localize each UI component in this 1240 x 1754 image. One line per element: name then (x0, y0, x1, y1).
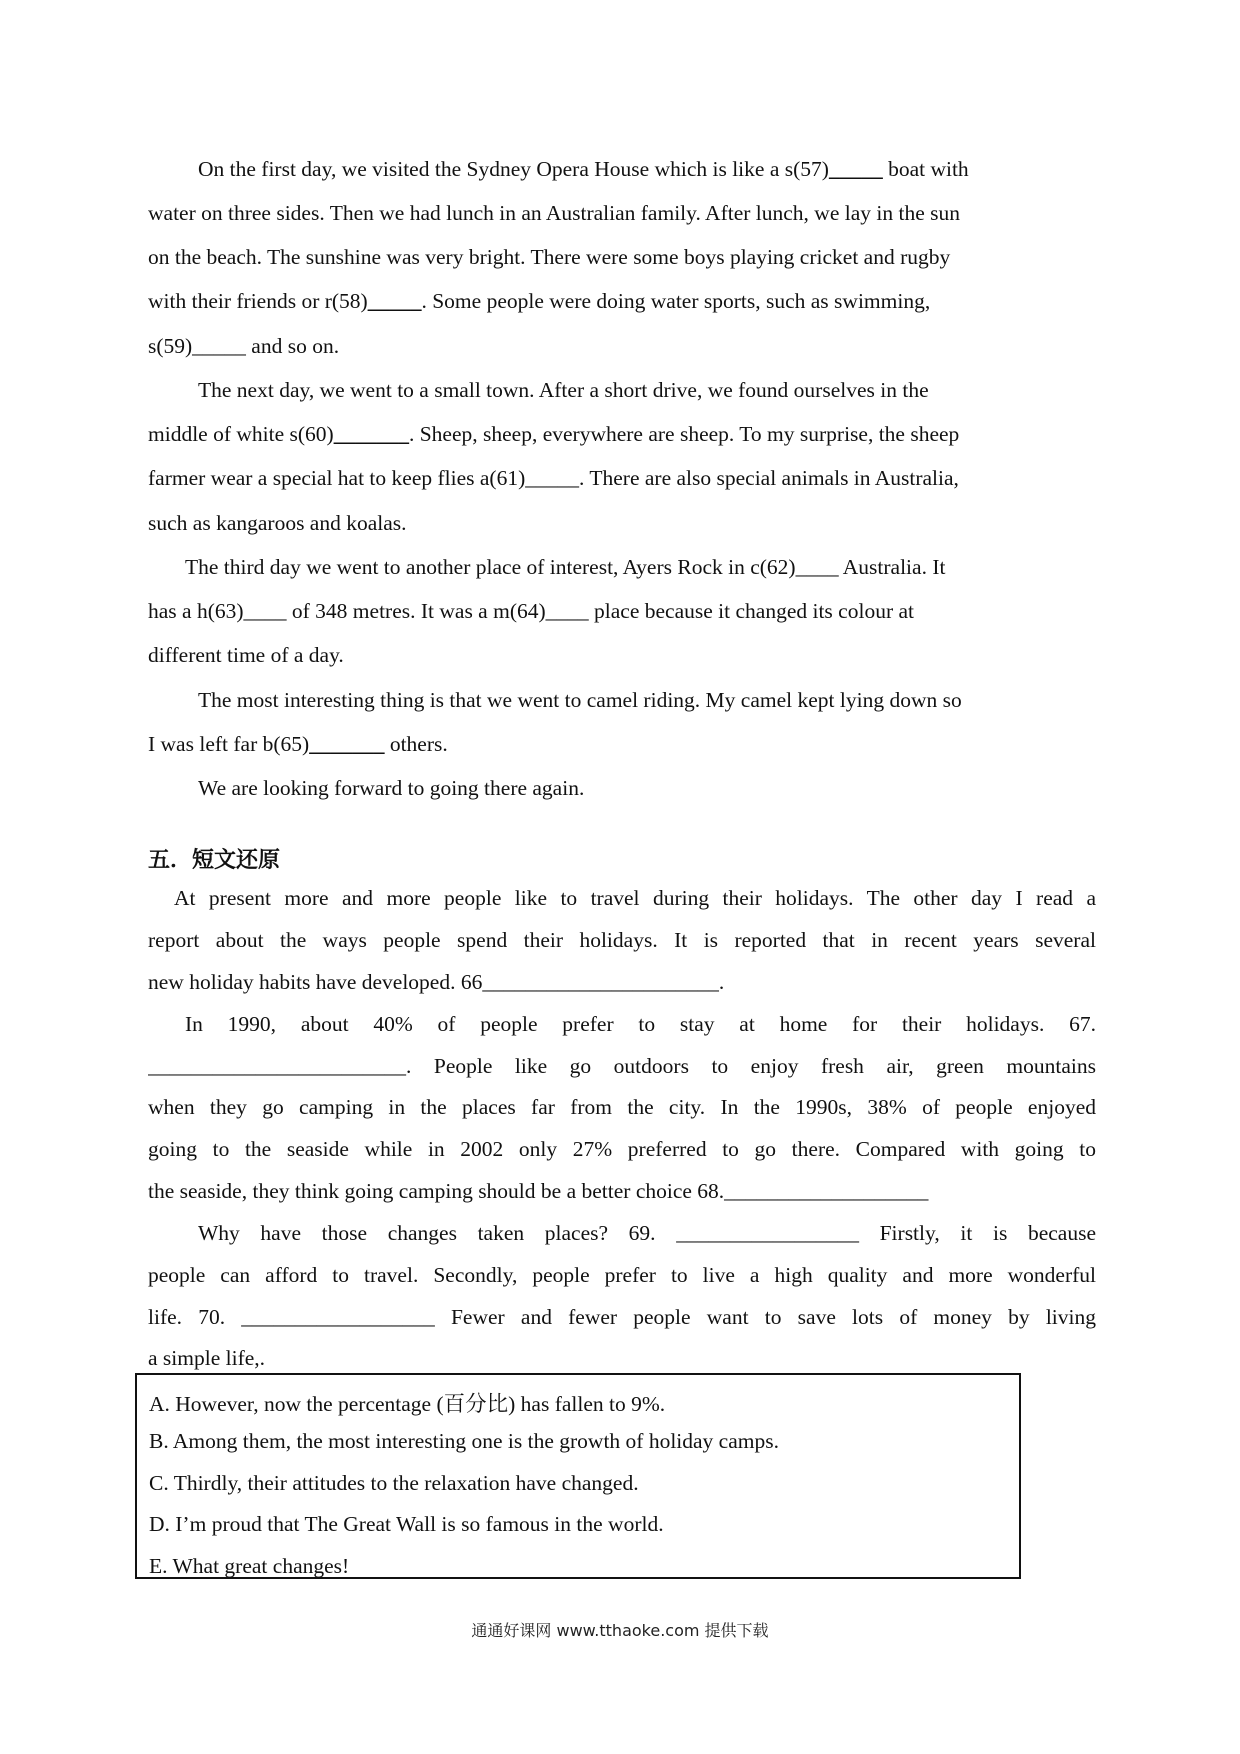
option-d: D. I’m proud that The Great Wall is so famous in the world. (149, 1512, 664, 1536)
passage-line[interactable]: Why have those changes taken places? 69. _________________ Firstly, it is because (198, 1221, 1096, 1245)
section-heading: 五．短文还原 (148, 848, 281, 873)
passage-line: when they go camping in the places far from the city. In the 1990s, 38% of people enjoyed (148, 1095, 1096, 1119)
passage-line: middle of white s(60)_______. Sheep, sheep, everywhere are sheep. To my surprise, the sheep (148, 422, 960, 446)
answer-blank-57[interactable]: _____ (828, 157, 883, 181)
option-a: A. However, now the percentage (百分比) has fallen to 9%. (149, 1392, 666, 1416)
passage-line: has a h(63)____ of 348 metres. It was a m(64)____ place because it changed its colour at (148, 599, 914, 623)
passage-line: The most interesting thing is that we went to camel riding. My camel kept lying down so (198, 688, 962, 712)
passage-line: At present more and more people like to travel during their holidays. The other day I read a (174, 886, 1096, 910)
passage-line: I was left far b(65)_______ others. (148, 732, 448, 756)
passage-line: a simple life,. (148, 1346, 266, 1370)
passage-line: different time of a day. (148, 643, 344, 667)
passage-line: people can afford to travel. Secondly, people prefer to live a high quality and more wonderful (148, 1263, 1096, 1287)
option-c: C. Thirdly, their attitudes to the relaxation have changed. (149, 1471, 639, 1495)
passage-line: on the beach. The sunshine was very bright. There were some boys playing cricket and rugby (148, 245, 951, 269)
passage-line: The third day we went to another place of interest, Ayers Rock in c(62)____ Australia. It (185, 555, 946, 579)
answer-blank-60[interactable]: _______ (333, 422, 409, 446)
passage-line: On the first day, we visited the Sydney Opera House which is like a s(57)_____ boat with (198, 157, 969, 181)
passage-line: In 1990, about 40% of people prefer to stay at home for their holidays. 67. (185, 1012, 1096, 1036)
passage-line: such as kangaroos and koalas. (148, 511, 407, 535)
passage-line: farmer wear a special hat to keep flies a(61)_____. There are also special animals in Australia, (148, 466, 959, 490)
option-b: B. Among them, the most interesting one is the growth of holiday camps. (149, 1429, 779, 1453)
passage-line: The next day, we went to a small town. After a short drive, we found ourselves in the (198, 378, 929, 402)
passage-line[interactable]: new holiday habits have developed. 66______________________. (148, 970, 725, 994)
passage-line[interactable]: ________________________. People like go outdoors to enjoy fresh air, green mountains (148, 1054, 1096, 1078)
passage-line[interactable]: the seaside, they think going camping should be a better choice 68.___________________ (148, 1179, 929, 1203)
passage-line: We are looking forward to going there again. (198, 776, 585, 800)
answer-blank-65[interactable]: _______ (309, 732, 385, 756)
passage-line: with their friends or r(58)_____. Some people were doing water sports, such as swimming, (148, 289, 931, 313)
option-e: E. What great changes! (149, 1554, 350, 1578)
passage-line[interactable]: life. 70. __________________ Fewer and fewer people want to save lots of money by living (148, 1305, 1096, 1329)
answer-blank-58[interactable]: _____ (367, 289, 422, 313)
passage-line: water on three sides. Then we had lunch in an Australian family. After lunch, we lay in the sun (148, 201, 961, 225)
passage-line: report about the ways people spend their holidays. It is reported that in recent years several (148, 928, 1096, 952)
passage-line: s(59)_____ and so on. (148, 334, 340, 358)
page-footer: 通通好课网 www.tthaoke.com 提供下载 (471, 1621, 769, 1640)
passage-line: going to the seaside while in 2002 only 27% preferred to go there. Compared with going to (148, 1137, 1096, 1161)
options-box (135, 1373, 1021, 1579)
